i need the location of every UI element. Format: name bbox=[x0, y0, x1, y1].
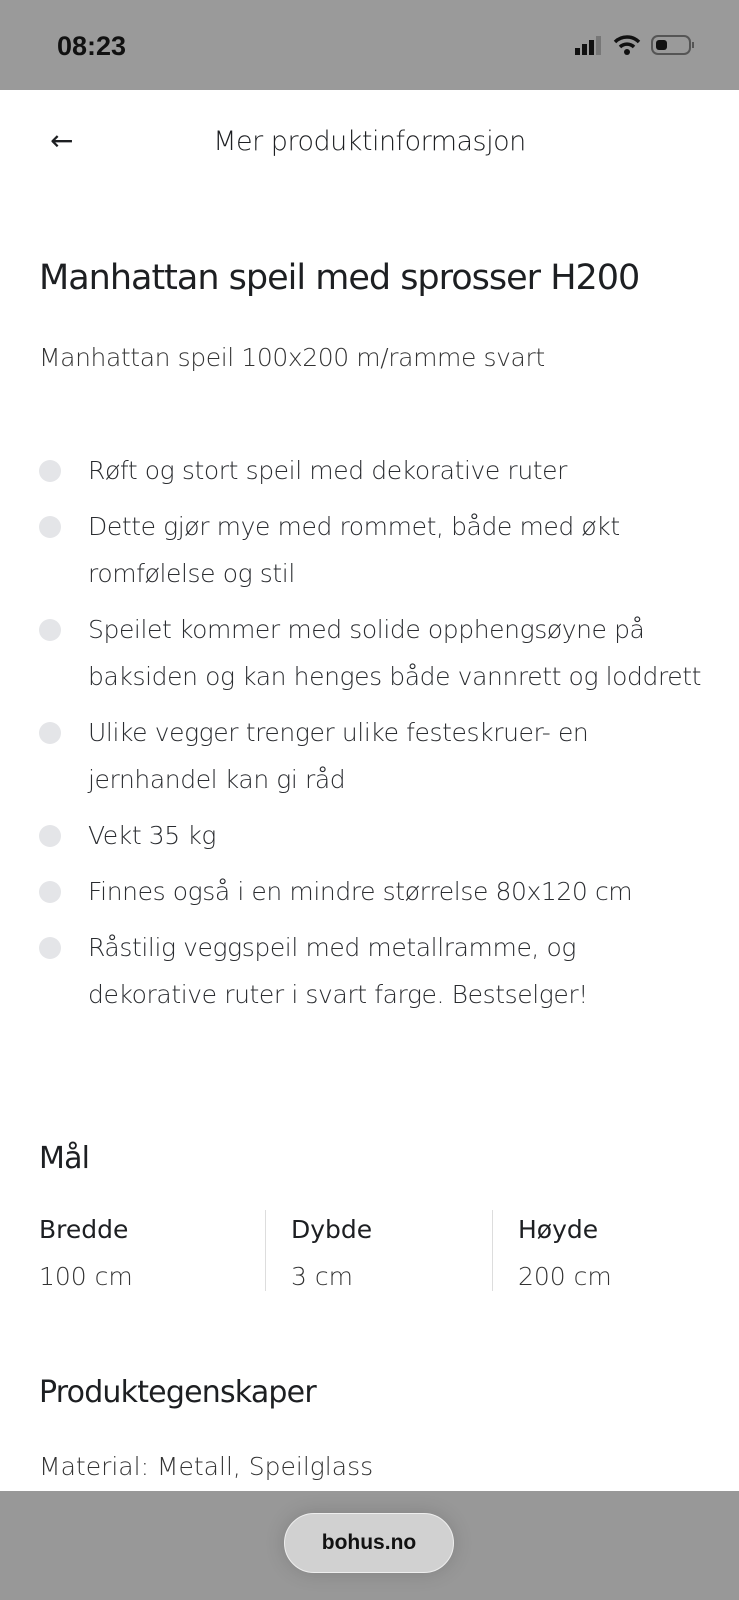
bullet-icon bbox=[39, 937, 61, 959]
feature-text: Finnes også i en mindre størrelse 80x120 cm bbox=[88, 877, 633, 906]
dimension-label: Bredde bbox=[39, 1215, 129, 1244]
product-subtitle: Manhattan speil 100x200 m/ramme svart bbox=[39, 343, 545, 372]
dimension-value: 200 cm bbox=[518, 1262, 612, 1291]
bullet-icon bbox=[39, 516, 61, 538]
product-title: Manhattan speil med sprosser H200 bbox=[39, 258, 640, 298]
feature-text: Vekt 35 kg bbox=[88, 821, 217, 850]
list-item bbox=[39, 447, 709, 494]
dimension-depth bbox=[265, 1210, 492, 1291]
url-pill[interactable]: bohus.no bbox=[284, 1513, 454, 1573]
feature-text: Ulike vegger trenger ulike festeskruer- en jernhandel kan gi råd bbox=[88, 718, 589, 794]
feature-text: Dette gjør mye med rommet, både med økt romfølelse og stil bbox=[88, 512, 620, 588]
signal-icon bbox=[575, 35, 603, 55]
list-item bbox=[39, 503, 709, 597]
list-item bbox=[39, 924, 709, 1018]
bullet-icon bbox=[39, 825, 61, 847]
list-item bbox=[39, 709, 709, 803]
feature-list bbox=[39, 447, 709, 1027]
bullet-icon bbox=[39, 460, 61, 482]
dimensions-heading: Mål bbox=[39, 1141, 90, 1176]
back-button[interactable]: ← bbox=[50, 124, 74, 157]
page-title: Mer produktinformasjon bbox=[213, 126, 526, 157]
feature-text: Speilet kommer med solide opphengsøyne på baksiden og kan henges både vannrett og loddrett bbox=[88, 615, 702, 691]
list-item bbox=[39, 606, 709, 700]
feature-text: Røft og stort speil med dekorative ruter bbox=[88, 456, 568, 485]
dimension-label: Høyde bbox=[518, 1215, 599, 1244]
feature-text: Råstilig veggspeil med metallramme, og dekorative ruter i svart farge. Bestselger! bbox=[88, 933, 588, 1009]
properties-heading: Produktegenskaper bbox=[39, 1375, 316, 1410]
list-item bbox=[39, 868, 709, 915]
status-bar bbox=[0, 0, 739, 90]
dimension-value: 100 cm bbox=[39, 1262, 133, 1291]
bullet-icon bbox=[39, 619, 61, 641]
bullet-icon bbox=[39, 722, 61, 744]
dimensions-table bbox=[39, 1210, 719, 1291]
bullet-icon bbox=[39, 881, 61, 903]
browser-bottom-bar bbox=[0, 1491, 739, 1600]
battery-icon bbox=[651, 34, 695, 56]
material-text: Material: Metall, Speilglass bbox=[39, 1452, 374, 1481]
dimension-height bbox=[492, 1210, 719, 1291]
dimension-width bbox=[39, 1210, 265, 1291]
status-time: 08:23 bbox=[57, 31, 127, 61]
dimension-value: 3 cm bbox=[291, 1262, 353, 1291]
dimension-label: Dybde bbox=[291, 1215, 373, 1244]
wifi-icon bbox=[613, 34, 641, 56]
list-item bbox=[39, 812, 709, 859]
